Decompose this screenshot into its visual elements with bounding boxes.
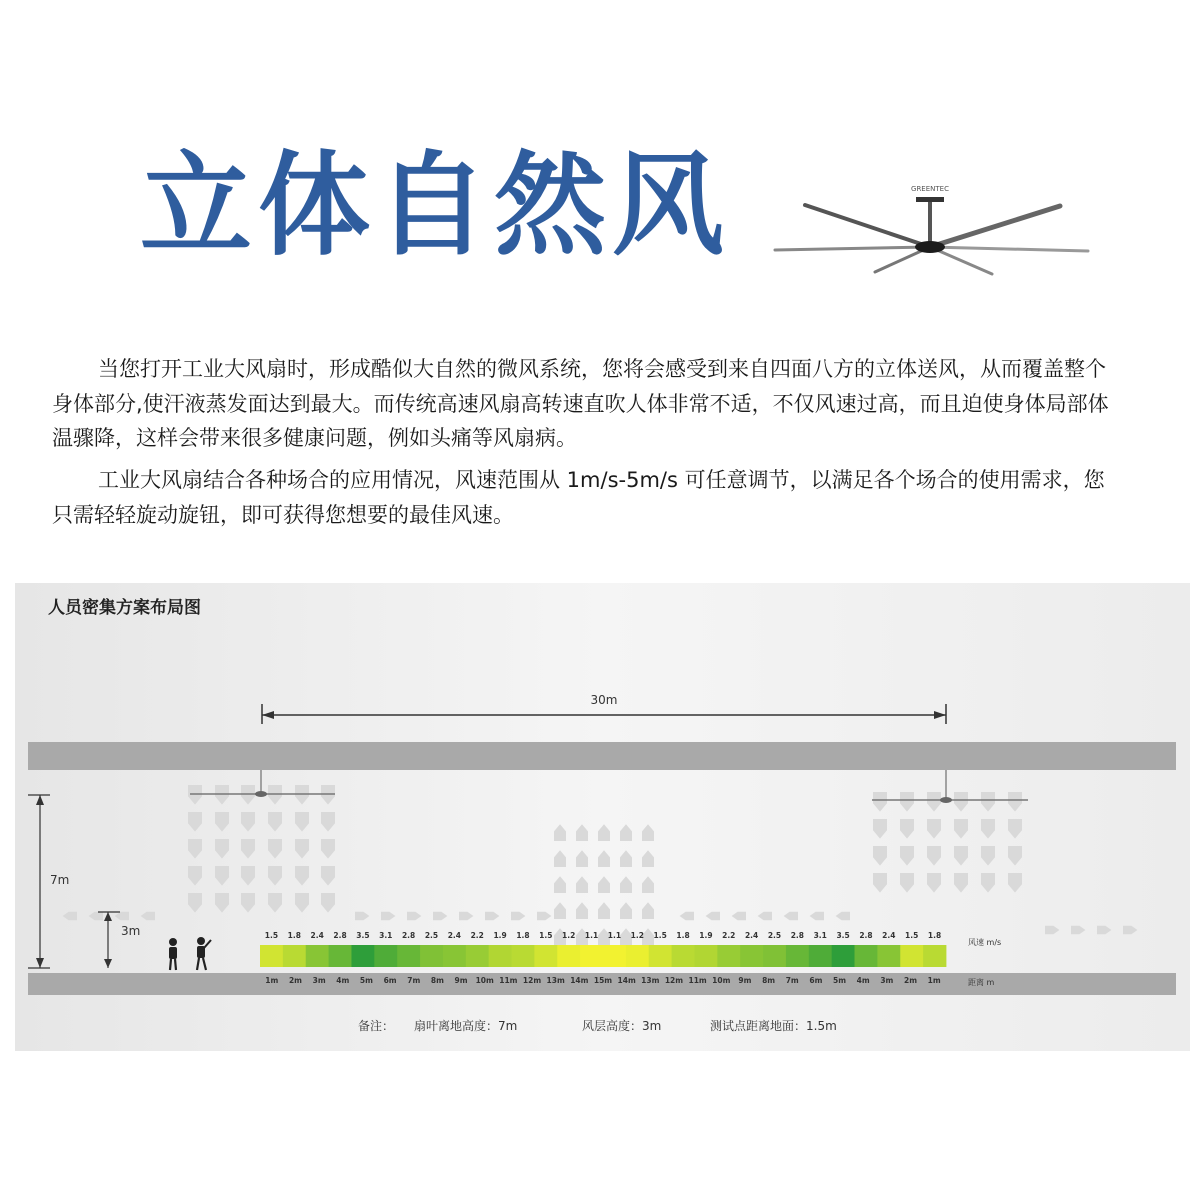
speed-cell — [306, 945, 329, 967]
distance-label: 3m — [312, 976, 326, 985]
distance-label: 11m — [688, 976, 707, 985]
fan-downrod — [928, 202, 932, 244]
distance-label: 15m — [593, 976, 613, 985]
fan-mount-plate — [916, 197, 944, 202]
speed-cell — [512, 945, 535, 967]
distance-label: 5m — [359, 976, 373, 985]
distance-label: 2m — [288, 976, 303, 985]
speed-cell — [397, 945, 420, 967]
speed-cell — [855, 945, 878, 967]
height-label: 7m — [50, 873, 70, 887]
speed-value-label: 3.1 — [379, 931, 393, 940]
speed-cell — [809, 945, 832, 967]
speed-cell — [374, 945, 397, 967]
distance-label: 1m — [927, 976, 941, 985]
wind-layer-label: 3m — [121, 924, 141, 938]
ceiling-beam — [28, 742, 1176, 770]
distance-label: 8m — [762, 976, 776, 985]
speed-value-label: 1.9 — [493, 931, 507, 940]
speed-value-label: 1.2 — [562, 931, 576, 940]
speed-cell — [923, 945, 946, 967]
span-label: 30m — [590, 693, 618, 707]
speed-cell — [649, 945, 672, 967]
intro-paragraph-1: 当您打开工业大风扇时，形成酷似大自然的微风系统，您将会感受到来自四面八方的立体送风，从而覆盖整个身体部分,使汗液蒸发面达到最大。而传统高速风扇高转速直吹人体非常不适，不仅风速过高，而且迫使身体局部体温骤降，这样会带来很多健康问题，例如头痛等风扇病。 — [52, 357, 1109, 450]
speed-cell — [489, 945, 512, 967]
speed-value-label: 1.1 — [584, 931, 599, 940]
speed-value-label: 2.4 — [882, 931, 896, 940]
speed-value-label: 2.4 — [310, 931, 324, 940]
speed-cell — [832, 945, 855, 967]
distance-label: 9m — [454, 976, 468, 985]
distance-label: 9m — [738, 976, 752, 985]
distance-label: 4m — [856, 976, 870, 985]
speed-value-label: 1.5 — [653, 931, 667, 940]
notes-label: 备注： — [358, 1019, 395, 1033]
speed-value-label: 2.8 — [859, 931, 873, 940]
distance-label: 7m — [407, 976, 421, 985]
fan-blade — [930, 247, 1088, 251]
speed-cell — [443, 945, 466, 967]
speed-value-label: 1.8 — [516, 931, 530, 940]
distance-label: 13m — [641, 976, 660, 985]
speed-cell — [351, 945, 374, 967]
speed-cell — [283, 945, 306, 967]
speed-value-label: 3.1 — [813, 931, 827, 940]
distance-label: 11m — [499, 976, 518, 985]
fan-blade — [930, 206, 1060, 247]
distance-label: 2m — [903, 976, 918, 985]
ceiling-fan-illustration — [770, 175, 1100, 285]
distance-label: 5m — [833, 976, 847, 985]
distance-label: 10m — [475, 976, 494, 985]
speed-value-label: 2.8 — [333, 931, 347, 940]
speed-value-label: 1.8 — [676, 931, 690, 940]
speed-value-label: 2.2 — [470, 931, 484, 940]
speed-cell — [603, 945, 626, 967]
speed-axis-label: 风速 m/s — [968, 938, 1002, 947]
distance-axis-label: 距离 m — [968, 978, 995, 987]
speed-value-label: 1.9 — [699, 931, 713, 940]
note-test-point: 测试点距离地面：1.5m — [710, 1019, 837, 1033]
speed-cell — [329, 945, 352, 967]
fan-blade — [775, 247, 930, 250]
distance-label: 6m — [809, 976, 823, 985]
speed-value-label: 2.5 — [424, 931, 439, 940]
speed-cell — [786, 945, 809, 967]
speed-value-label: 1.5 — [539, 931, 553, 940]
speed-cell — [260, 945, 283, 967]
speed-value-label: 2.4 — [447, 931, 462, 940]
speed-cell — [420, 945, 443, 967]
distance-label: 8m — [430, 976, 444, 985]
speed-value-label: 1.1 — [607, 931, 622, 940]
distance-label: 6m — [383, 976, 397, 985]
speed-value-label: 3.5 — [356, 931, 370, 940]
speed-cell — [557, 945, 580, 967]
speed-cell — [717, 945, 740, 967]
speed-value-label: 1.8 — [287, 931, 301, 940]
note-blade-height: 扇叶离地高度：7m — [414, 1019, 518, 1033]
speed-cell — [466, 945, 489, 967]
speed-value-label: 2.5 — [767, 931, 782, 940]
fan-blade — [805, 205, 930, 247]
speed-value-label: 1.2 — [630, 931, 644, 940]
speed-cell — [900, 945, 923, 967]
speed-cell — [580, 945, 603, 967]
speed-cell — [877, 945, 900, 967]
distance-label: 14m — [570, 976, 589, 985]
fan-motor-hub — [915, 241, 945, 253]
speed-cell — [672, 945, 695, 967]
distance-label: 10m — [712, 976, 731, 985]
fan-right-hub — [940, 797, 952, 803]
speed-value-label: 2.8 — [401, 931, 416, 940]
speed-value-label: 2.4 — [744, 931, 759, 940]
intro-paragraph-2: 工业大风扇结合各种场合的应用情况，风速范围从 1m/s-5m/s 可任意调节，以满足各个场合的使用需求，您只需轻轻旋动旋钮，即可获得您想要的最佳风速。 — [52, 468, 1105, 527]
distance-label: 3m — [880, 976, 894, 985]
layout-diagram — [0, 580, 1200, 1060]
fan-left-hub — [255, 791, 267, 797]
speed-value-label: 1.5 — [264, 931, 279, 940]
speed-value-label: 1.5 — [905, 931, 919, 940]
distance-label: 12m — [522, 976, 542, 985]
speed-value-label: 3.5 — [836, 931, 850, 940]
speed-cell — [534, 945, 557, 967]
distance-label: 4m — [336, 976, 350, 985]
diagram-title: 人员密集方案布局图 — [48, 598, 201, 618]
note-wind-layer: 风层高度：3m — [582, 1019, 662, 1033]
fan-brand-label: GREENTEC — [911, 185, 949, 193]
speed-cell — [626, 945, 649, 967]
distance-label: 1m — [265, 976, 279, 985]
speed-value-label: 1.8 — [927, 931, 942, 940]
page-title: 立体自然风 — [140, 140, 730, 271]
speed-cell — [694, 945, 717, 967]
speed-cell — [763, 945, 786, 967]
distance-label: 7m — [785, 976, 799, 985]
distance-label: 14m — [617, 976, 636, 985]
distance-label: 13m — [546, 976, 565, 985]
speed-value-label: 2.8 — [790, 931, 805, 940]
distance-label: 12m — [664, 976, 684, 985]
speed-value-label: 2.2 — [722, 931, 736, 940]
speed-cell — [740, 945, 763, 967]
